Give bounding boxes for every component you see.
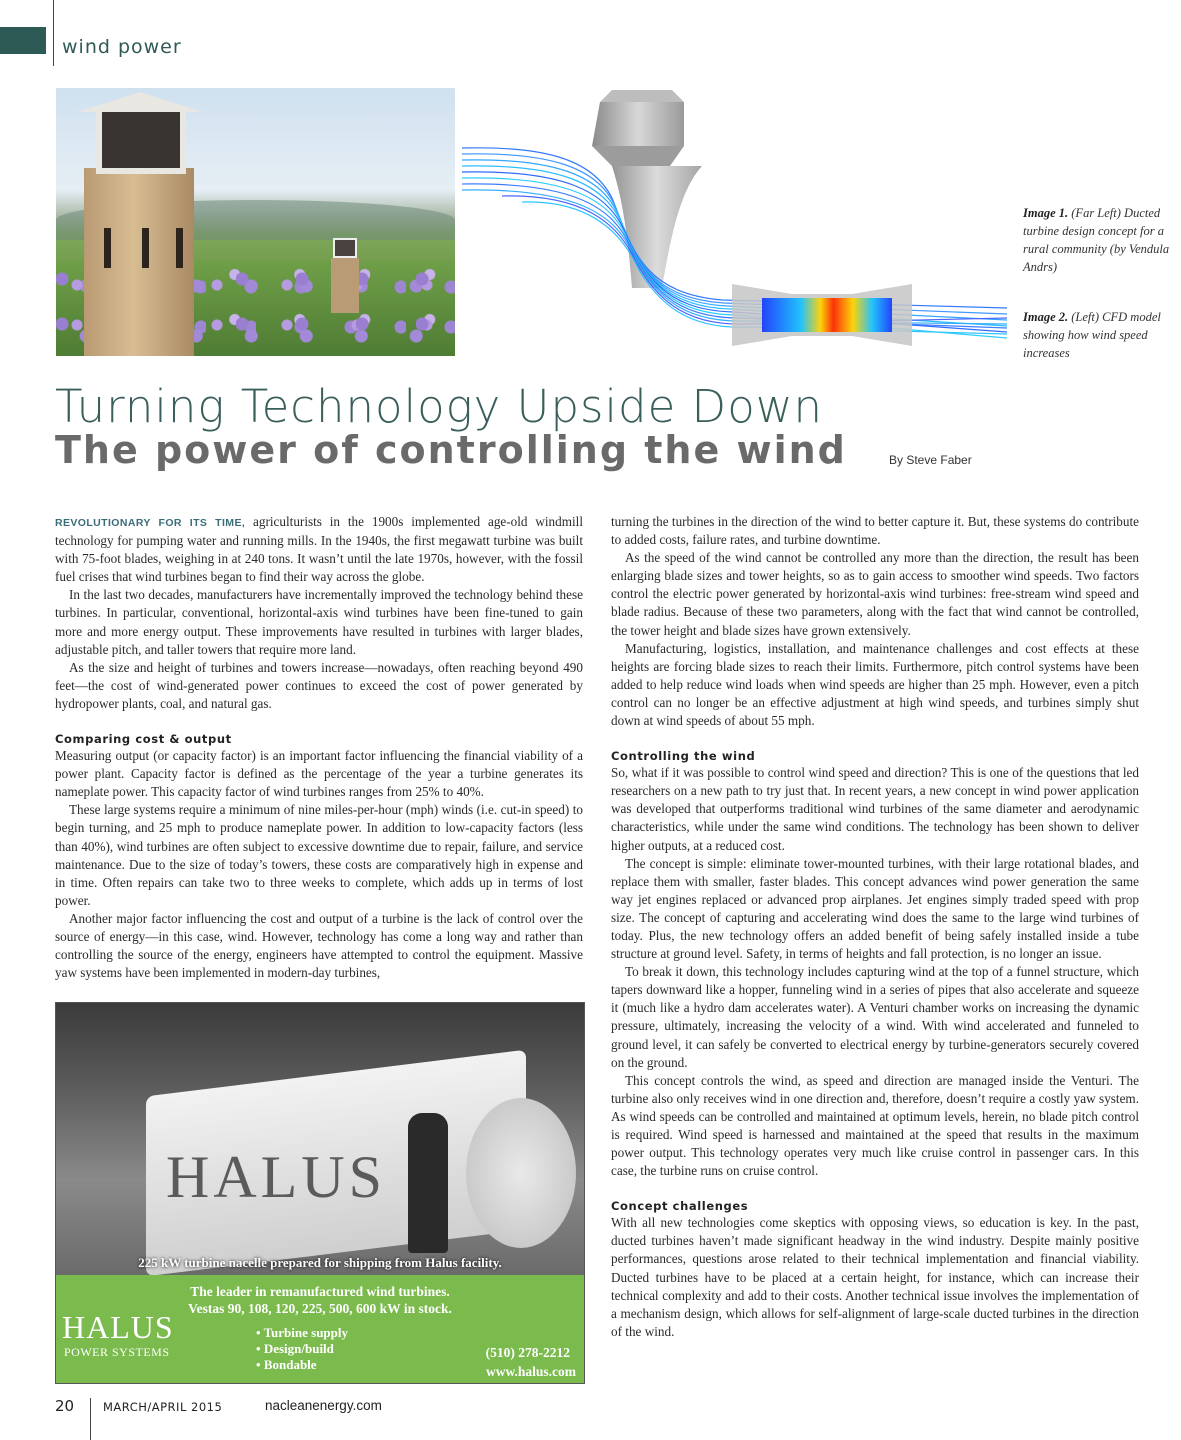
ad-website-link[interactable]: www.halus.com [485, 1364, 576, 1379]
tower-cap [78, 92, 202, 112]
tower-funnel-top [96, 106, 186, 174]
section-heading: Concept challenges [611, 1199, 749, 1214]
distant-tower [331, 258, 359, 313]
paragraph: As the speed of the wind cannot be controlled any more than the direction, the result has been enlarging blade sizes and tower heights, so as to gain access to smoother wind speeds. Two factors control the electric power generated by horizontal-axis wind turbines: free-stream wind speed and blade radius. Because of these two parameters, along with the fact that wind cannot be controlled, the tower height and blade sizes have grown extensively. [611, 550, 1139, 638]
paragraph [55, 513, 583, 586]
list-item: • Bondable [256, 1357, 348, 1373]
halus-logo-subtitle: POWER SYSTEMS [64, 1345, 170, 1359]
paragraph: This concept controls the wind, as speed and direction are managed inside the Venturi. The turbine also only receives wind in one direction and, therefore, doesn’t require a costly yaw system. As wind speeds can be controlled and maintained at optimum levels, herein, no blade pitch control is required. Wind speed is harnessed and maintained at the speed that results in the maximum power output. This technology operates very much like cruise control in passenger cars. In this case, the turbine runs on cruise control. [611, 1072, 1139, 1179]
byline: By Steve Faber [889, 453, 972, 467]
ad-service-list [256, 1325, 348, 1373]
list-item: • Turbine supply [256, 1325, 348, 1341]
ad-headline-line-2: Vestas 90, 108, 120, 225, 500, 600 kW in stock. [188, 1301, 452, 1316]
halus-advertisement[interactable] [55, 1002, 585, 1384]
ducted-turbine-towers-photo [56, 88, 455, 356]
ad-info-panel [56, 1275, 584, 1383]
section-heading: Comparing cost & output [55, 732, 232, 747]
person-silhouette [408, 1113, 448, 1253]
tower-slot [142, 228, 149, 268]
cfd-model-image [462, 88, 1007, 356]
article-title: Turning Technology Upside Down [55, 380, 824, 433]
paragraph: turning the turbines in the direction of the wind to better capture it. But, these systems do contribute to added costs, failure rates, and turbine downtime. [611, 514, 1139, 548]
halus-logo: HALUS [62, 1309, 174, 1345]
section-label: wind power [62, 36, 182, 58]
paragraph: The concept is simple: eliminate tower-mounted turbines, with their large rotational blades, and replace them with smaller, faster blades. This concept advances wind power generation the same way jet engines replaced or advanced prop airplanes. Jet engines simply traded speed with prop size. The concept of capturing and accelerating wind does the same to the large wind turbines of today. Plus, the new technology offers an added benefit of being safely installed inside a tube structure at ground level. Safety, in terms of heights and fall protection, is no longer an issue. [611, 855, 1139, 962]
paragraph: So, what if it was possible to control wind speed and direction? This is one of the questions that led researchers on a new path to try just that. In recent years, a new concept in wind power application was developed that outperforms traditional wind turbines of the same diameter and aerodynamic characteristics, while under the same wind conditions. The technology has been shown to deliver higher outputs, at a reduced cost. [611, 765, 1139, 853]
page-number: 20 [55, 1397, 75, 1415]
tower-slot [176, 228, 183, 268]
footer-rule [90, 1398, 91, 1440]
paragraph: As the size and height of turbines and towers increase—nowadays, often reaching beyond 490 feet—the cost of wind-generated power continues to exceed the cost of power generated by hydropower plants, coal, and natural gas. [55, 659, 583, 711]
article-subtitle: The power of controlling the wind [55, 428, 847, 472]
nacelle-photo [56, 1003, 584, 1275]
paragraph: Measuring output (or capacity factor) is an important factor influencing the financial viability of a power plant. Capacity factor is defined as the percentage of the year a turbine generates its nameplate power. This capacity factor of wind turbines ranges from 25% to 40%. [55, 748, 583, 800]
paragraph: Another major factor influencing the cost and output of a turbine is the lack of control over the source of energy—in this case, wind. However, technology has come a long way and rather than controlling the source of the energy, engineers have attempted to control the equipment. Massive yaw systems have been implemented in modern-day turbines, [55, 910, 583, 981]
ad-photo-caption: 225 kW turbine nacelle prepared for shipping from Halus facility. [138, 1255, 502, 1270]
list-item: • Design/build [256, 1341, 348, 1357]
image-1-caption-label: Image 1. [1023, 206, 1069, 220]
nacelle-brand-text: HALUS [166, 1144, 387, 1210]
issue-date: MARCH/APRIL 2015 [103, 1400, 223, 1414]
body-column-right [611, 513, 1139, 1341]
image-1-caption-text: (Far Left) Ducted turbine design concept for a rural community (by Vendula Andrs) [1023, 206, 1170, 274]
site-link[interactable]: nacleanenergy.com [265, 1398, 382, 1413]
paragraph: Manufacturing, logistics, installation, and maintenance challenges and cost effects at these heights are forcing blade sizes to reach their limits. Furthermore, pitch control systems have been added to help reduce wind loads when wind speeds are higher than 25 mph. However, even a pitch control can no longer be an effective adjustment at high wind speeds, and turbines simply shut down at wind speeds of about 55 mph. [611, 640, 1139, 729]
image-2-caption-text: (Left) CFD model showing how wind speed increases [1023, 310, 1161, 360]
header-rule [53, 0, 54, 66]
image-1-caption [1023, 204, 1173, 276]
ad-phone[interactable]: (510) 278-2212 [485, 1345, 570, 1360]
distant-tower-top [333, 238, 357, 258]
paragraph: With all new technologies come skeptics with opposing views, so education is key. In the past, ducted turbines haven’t made significant headway in the wind industry. Despite mainly positive performances, questions arose related to their technical implementation and financial viability. Ducted turbines have to be placed at a certain height, for instance, which can increase their technical complexity and add to their costs. Another technical issue involves the implementation of a mechanism design, which allows for self-alignment of large-scale ducted turbines in the direction of the wind. [611, 1215, 1139, 1339]
paragraph: In the last two decades, manufacturers have incrementally improved the technology behind these turbines. In particular, conventional, horizontal-axis wind turbines have been fine-tuned to gain more and more energy output. These improvements have resulted in turbines with larger blades, adjustable pitch, and taller towers that require more land. [55, 587, 583, 657]
turbine-hub [466, 1098, 576, 1248]
stone-tower [84, 168, 194, 356]
ad-headline-line-1: The leader in remanufactured wind turbines. [190, 1284, 450, 1299]
section-heading: Controlling the wind [611, 749, 756, 764]
image-2-caption-label: Image 2. [1023, 310, 1069, 324]
paragraph: To break it down, this technology includes capturing wind at the top of a funnel structure, which tapers downward like a hopper, funneling wind in a series of pipes that also accelerate and squeeze it (much like a hydro dam accelerates water). A Venturi chamber works on increasing the dynamic pressure, ultimately, increasing the velocity of a wind. With wind accelerated and funneled to ground level, it can safely be converted to electrical energy by turbine-generators securely covered on the ground. [611, 964, 1139, 1070]
paragraph-text: agriculturists in the 1900s implemented age-old windmill technology for pumping water and running mills. In the 1940s, the first megawatt turbine was built with 75-foot blades, weighing in at 240 tons. It wasn’t until the late 1970s, however, with the fossil fuel crises that wind turbines began to find their way across the globe. [55, 514, 583, 585]
section-tab-block [0, 27, 46, 54]
body-column-left [55, 513, 583, 982]
tower-slot [104, 228, 111, 268]
image-2-caption [1023, 308, 1173, 362]
paragraph: These large systems require a minimum of nine miles-per-hour (mph) winds (i.e. cut-in speed) to begin turning, and 25 mph to produce nameplate power. In addition to low-capacity factors (less than 40%), wind turbines are often subject to excessive downtime due to repair, failure, and service maintenance. Due to the size of today’s towers, these costs are comparatively high in expense and in time. Often repairs can take two to three weeks to complete, which adds up in terms of lost power. [55, 802, 583, 908]
lead-in: REVOLUTIONARY FOR ITS TIME, [55, 517, 246, 529]
